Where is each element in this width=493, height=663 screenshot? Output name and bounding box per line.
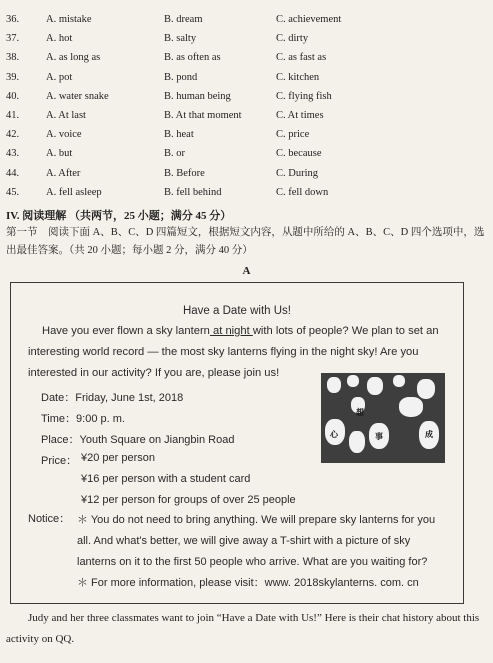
- option-b: B. or: [164, 148, 185, 160]
- option-row: [6, 110, 486, 129]
- sky-lanterns-photo: [321, 373, 445, 463]
- ad-intro-underlined: at night: [209, 325, 253, 337]
- question-number: 40.: [6, 90, 20, 102]
- option-b: B. salty: [164, 33, 197, 45]
- section-heading: IV. 阅读理解 （共两节，25 小题；满分 45 分）: [6, 210, 232, 222]
- ad-intro-text-1: Have you ever flown a sky lantern: [42, 325, 210, 337]
- option-a: A. voice: [46, 129, 82, 141]
- lantern-image: [349, 431, 365, 453]
- option-c: C. kitchen: [276, 71, 320, 83]
- option-row: [6, 168, 486, 187]
- lantern-image: [417, 379, 435, 399]
- question-number: 36.: [6, 14, 20, 25]
- option-a: A. as long as: [46, 52, 101, 64]
- ad-price-2: ¥16 per person with a student card: [81, 473, 251, 485]
- ad-place: Place：Youth Square on Jiangbin Road: [41, 434, 235, 446]
- option-a: A. mistake: [46, 14, 92, 25]
- option-a: A. water snake: [46, 90, 109, 102]
- ad-notice-1: ＊ You do not need to bring anything. We will prepare sky lanterns for you all. And what's better, we will give away a T-shirt with a picture of sky lanterns on it to the first 50 people who arrive. What are you waiting for?: [77, 514, 436, 568]
- option-a: A. At last: [46, 109, 86, 121]
- passage-label: A: [242, 265, 251, 277]
- option-b: B. At that moment: [164, 109, 242, 121]
- option-row: [6, 187, 486, 206]
- option-c: C. price: [276, 129, 310, 141]
- question-number: 43.: [6, 148, 20, 160]
- option-row: [6, 148, 486, 167]
- option-b: B. heat: [164, 129, 194, 141]
- option-c: C. because: [276, 148, 322, 160]
- lantern-char: 事: [375, 432, 383, 441]
- option-a: A. but: [46, 148, 73, 160]
- section-instructions: 第一节 阅读下面 A、B、C、D 四篇短文，根据短文内容，从题中所给的 A、B、C、D 四个选项中，选出最佳答案。（共 20 小题；每小题 2 分，满分 40 分）: [6, 227, 485, 256]
- lantern-image: [393, 375, 405, 387]
- ad-date: Date：Friday, June 1st, 2018: [41, 392, 184, 404]
- lantern-char: 心: [330, 430, 338, 439]
- option-b: B. as often as: [164, 52, 221, 64]
- ad-price-1: ¥20 per person: [81, 452, 155, 464]
- ad-time: Time：9:00 p. m.: [41, 413, 125, 425]
- lantern-image: [327, 377, 341, 393]
- question-number: 39.: [6, 71, 20, 83]
- option-c: C. flying fish: [276, 90, 332, 102]
- question-number: 41.: [6, 109, 20, 121]
- question-number: 37.: [6, 33, 20, 45]
- option-b: B. Before: [164, 167, 205, 179]
- ad-intro-text-2: with lots of people? We plan to set an interesting world record — the most sky lanterns flying in the night sky! Are you interested in our activity? If you are, please join us!: [28, 325, 439, 379]
- option-b: B. pond: [164, 71, 198, 83]
- option-b: B. human being: [164, 90, 231, 102]
- lantern-char: 想: [356, 408, 364, 417]
- option-c: C. At times: [276, 109, 324, 121]
- ad-notice-2: ＊ For more information, please visit：www. 2018skylanterns. com. cn: [77, 577, 419, 589]
- option-a: A. hot: [46, 33, 73, 45]
- option-c: C. achievement: [276, 14, 342, 25]
- option-row: [6, 72, 486, 91]
- option-c: C. dirty: [276, 33, 309, 45]
- ad-notice-label: Notice：: [28, 513, 71, 525]
- question-number: 45.: [6, 186, 20, 198]
- question-number: 44.: [6, 167, 20, 179]
- ad-price-3: ¥12 per person for groups of over 25 people: [81, 494, 296, 506]
- option-c: C. as fast as: [276, 52, 327, 64]
- option-c: C. fell down: [276, 186, 329, 198]
- option-row: [6, 91, 486, 110]
- option-row: [6, 52, 486, 71]
- passage-intro-paragraph: Judy and her three classmates want to join “Have a Date with Us!” Here is their chat history about this activity on QQ.: [6, 612, 480, 645]
- option-row: [6, 33, 486, 52]
- option-row: [6, 129, 486, 148]
- ad-title: Have a Date with Us!: [182, 305, 291, 317]
- advertisement-box: [10, 282, 464, 604]
- answer-options: [6, 14, 486, 206]
- option-row: [6, 14, 486, 33]
- lantern-image: [367, 377, 383, 395]
- question-number: 42.: [6, 129, 20, 141]
- option-b: B. dream: [164, 14, 203, 25]
- ad-price-label: Price：: [41, 455, 78, 467]
- option-a: A. After: [46, 167, 81, 179]
- option-a: A. fell asleep: [46, 186, 102, 198]
- lantern-image: [399, 397, 423, 417]
- question-number: 38.: [6, 52, 20, 64]
- option-a: A. pot: [46, 71, 73, 83]
- option-b: B. fell behind: [164, 186, 222, 198]
- ad-notice-body: [77, 510, 449, 594]
- lantern-image: [347, 375, 359, 387]
- lantern-char: 成: [425, 430, 433, 439]
- option-c: C. During: [276, 167, 318, 179]
